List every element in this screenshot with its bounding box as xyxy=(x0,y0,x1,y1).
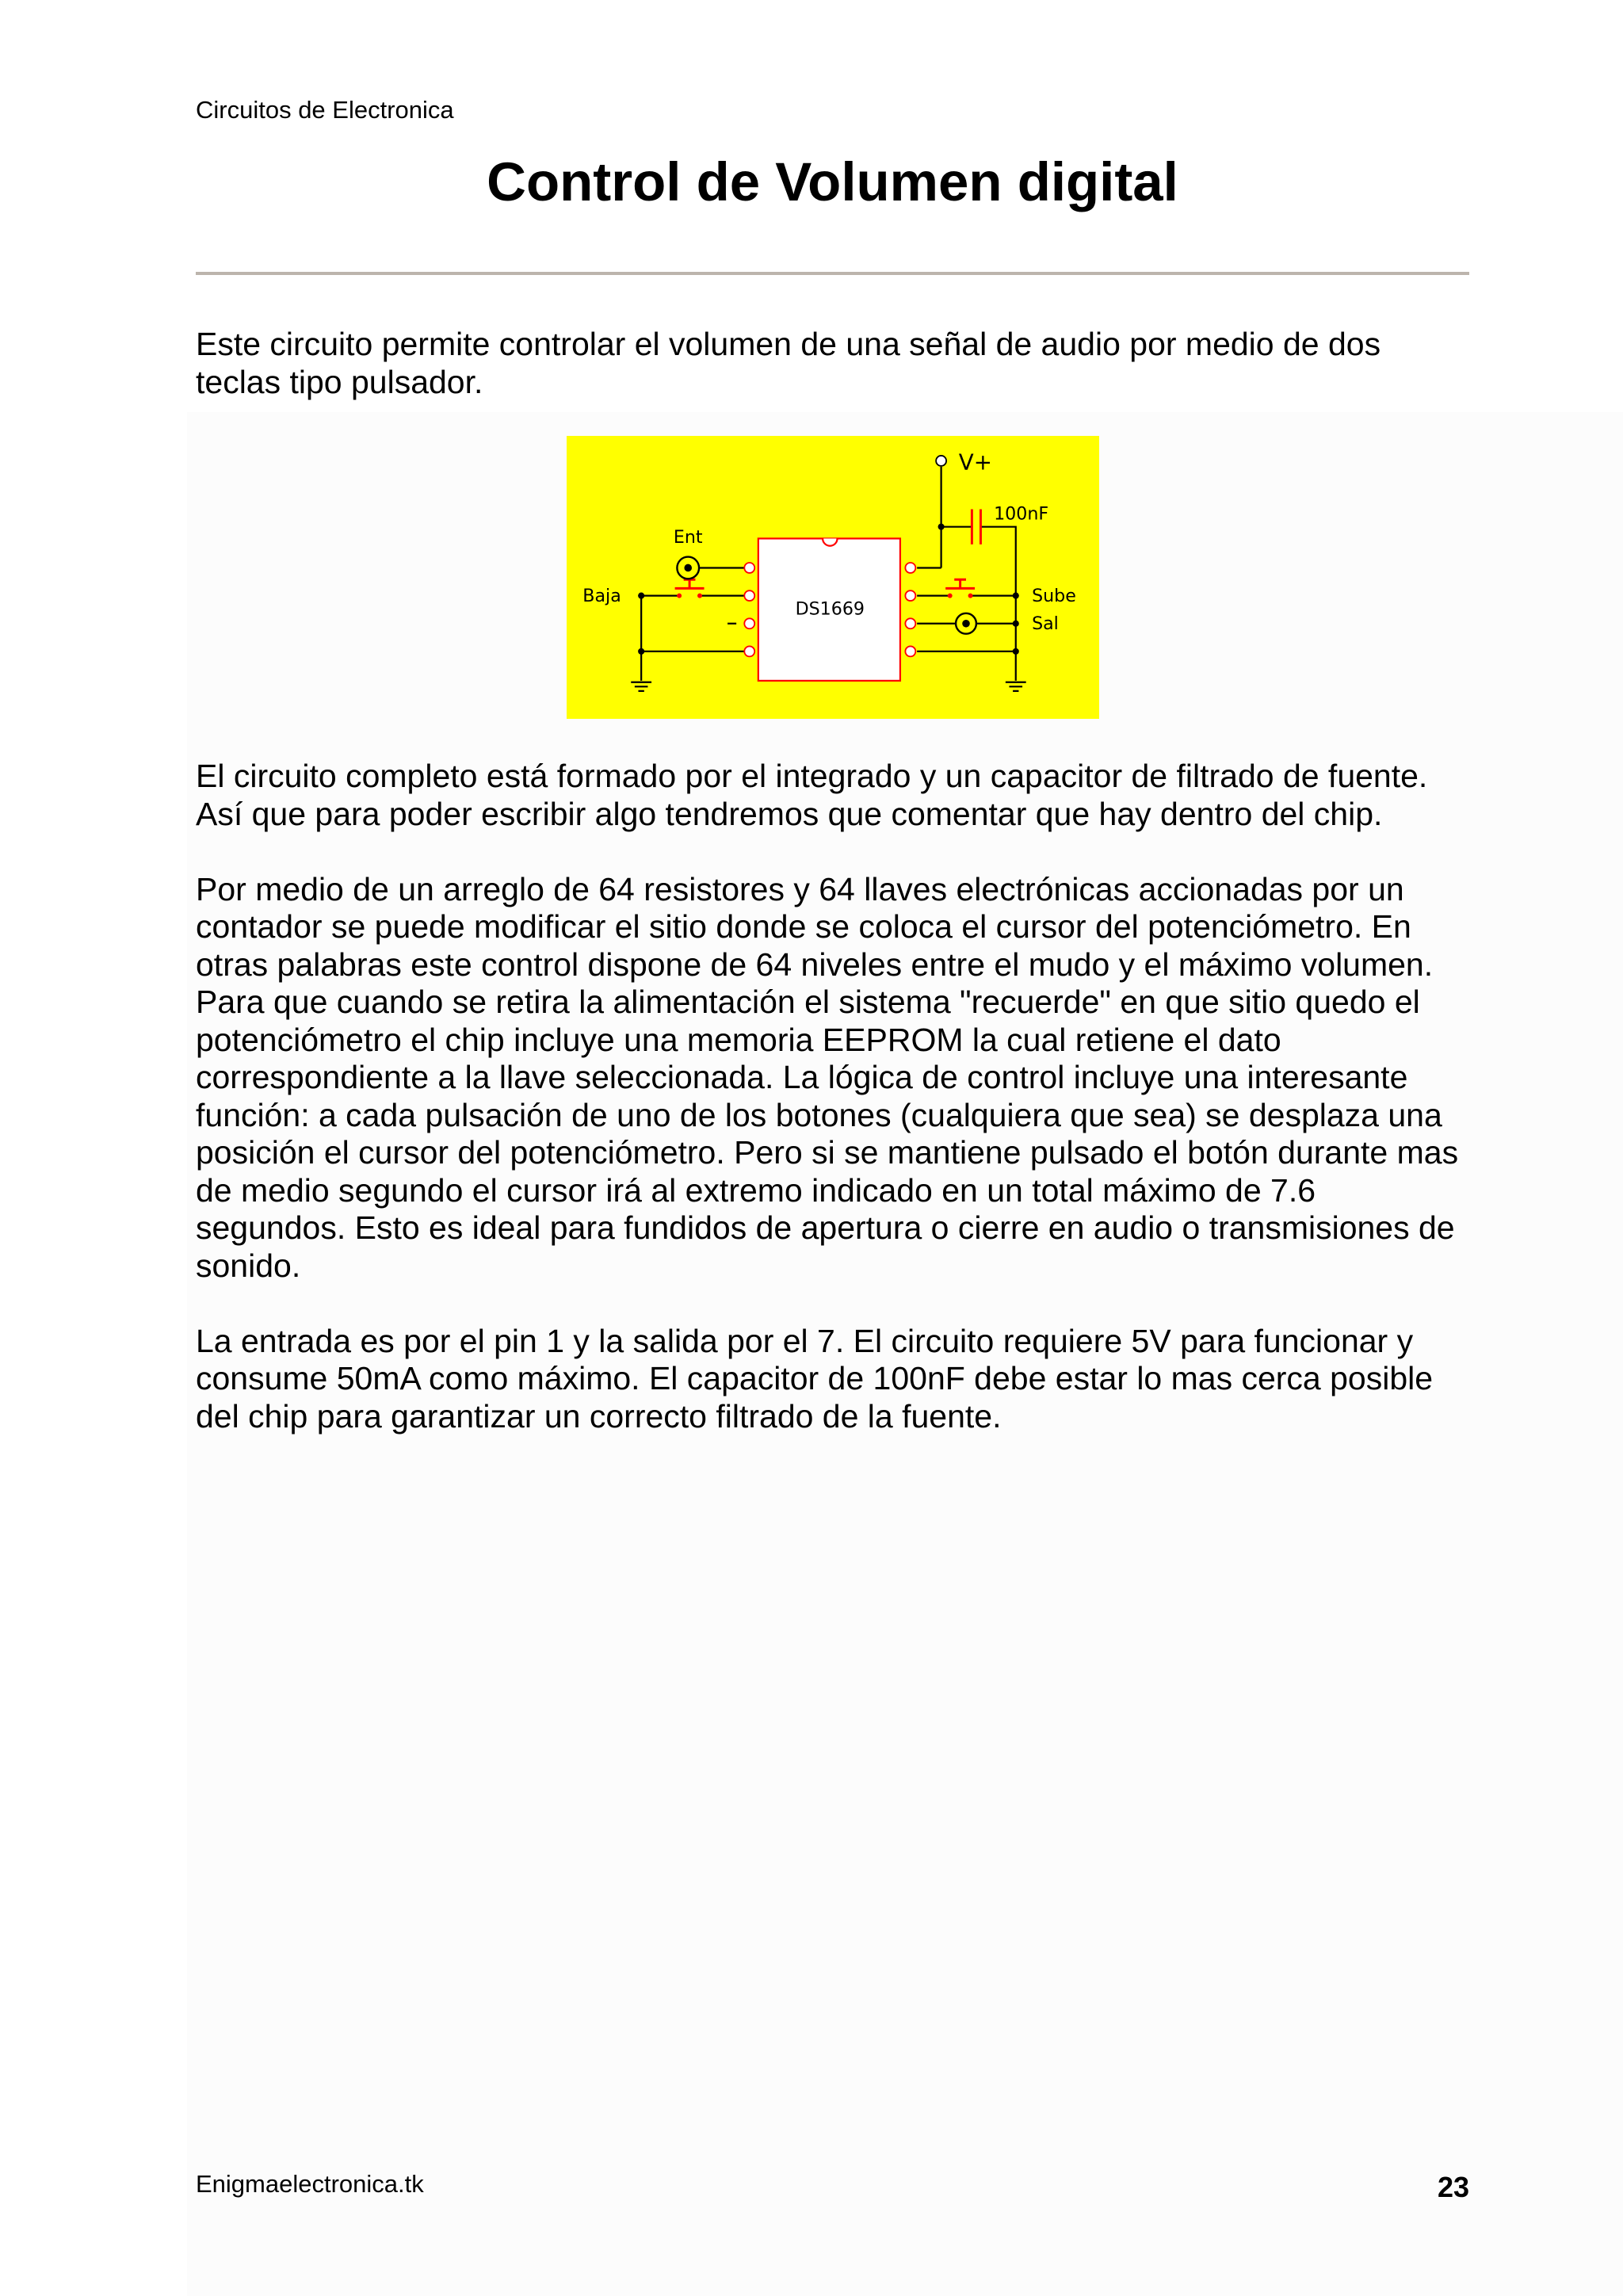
body-paragraph-2 xyxy=(196,871,1458,1286)
body-paragraph-1 xyxy=(196,758,1458,833)
paragraph-gap xyxy=(196,833,1458,871)
paragraph-line: posición el cursor del potenciómetro. Pero si se mantiene pulsado el botón durante mas xyxy=(196,1134,1459,1171)
paragraph-line: El circuito completo está formado por el integrado y un capacitor de filtrado de fuente. xyxy=(196,758,1428,794)
paragraph-gap xyxy=(196,1285,1458,1323)
paragraph-line: función: a cada pulsación de uno de los botones (cualquiera que sea) se desplaza una xyxy=(196,1096,1442,1133)
paragraph-line: Para que cuando se retira la alimentación el sistema "recuerde" en que sitio quedo el xyxy=(196,984,1420,1020)
input-label: Ent xyxy=(673,527,703,548)
page-number: 23 xyxy=(1437,2171,1469,2203)
up-button-label: Sube xyxy=(1032,586,1076,607)
capacitor-label: 100nF xyxy=(994,503,1049,525)
output-label: Sal xyxy=(1032,613,1059,635)
paragraph-line: Así que para poder escribir algo tendremos que comentar que hay dentro del chip. xyxy=(196,795,1383,832)
body-text xyxy=(196,758,1458,1435)
paragraph-line: correspondiente a la llave seleccionada. La lógica de control incluye una interesante xyxy=(196,1059,1408,1095)
down-button-label: Baja xyxy=(582,586,621,607)
paragraph-line: potenciómetro el chip incluye una memoria EEPROM la cual retiene el dato xyxy=(196,1021,1281,1058)
footer-site: Enigmaelectronica.tk xyxy=(196,2170,424,2198)
paragraph-line: de medio segundo el cursor irá al extremo indicado en un total máximo de 7.6 xyxy=(196,1171,1316,1209)
paragraph-line: teclas tipo pulsador. xyxy=(196,363,483,400)
paragraph-line: otras palabras este control dispone de 64 niveles entre el mudo y el máximo volumen. xyxy=(196,946,1434,983)
supply-label: V+ xyxy=(958,449,992,476)
junction-dot xyxy=(638,648,644,655)
intro-paragraph xyxy=(196,326,1381,401)
paragraph-line: del chip para garantizar un correcto filtrado de la fuente. xyxy=(196,1397,1002,1435)
junction-dot xyxy=(1013,648,1019,655)
title-divider xyxy=(196,272,1469,275)
paragraph-line: Este circuito permite controlar el volumen de una señal de audio por medio de dos xyxy=(196,326,1381,362)
junction-dot xyxy=(1013,621,1019,627)
body-paragraph-3 xyxy=(196,1323,1458,1436)
circuit-schematic xyxy=(567,436,1099,719)
paragraph-line: sonido. xyxy=(196,1247,301,1284)
chip-label: DS1669 xyxy=(795,598,865,620)
junction-dot xyxy=(638,593,644,599)
circuit-figure xyxy=(567,436,1099,719)
paragraph-line: contador se puede modificar el sitio donde se coloca el cursor del potenciómetro. En xyxy=(196,908,1411,945)
paragraph-line: La entrada es por el pin 1 y la salida por el 7. El circuito requiere 5V para funcionar y xyxy=(196,1322,1414,1359)
paragraph-line: segundos. Esto es ideal para fundidos de apertura o cierre en audio o transmisiones de xyxy=(196,1209,1455,1246)
page-title: Control de Volumen digital xyxy=(487,151,1178,212)
supply-terminal xyxy=(936,456,946,466)
junction-dot xyxy=(1013,593,1019,599)
paragraph-line: consume 50mA como máximo. El capacitor de 100nF debe estar lo mas cerca posible xyxy=(196,1360,1434,1396)
junction-dot xyxy=(938,524,945,530)
paragraph-line: Por medio de un arreglo de 64 resistores y 64 llaves electrónicas accionadas por un xyxy=(196,870,1404,907)
running-header: Circuitos de Electronica xyxy=(196,96,454,124)
